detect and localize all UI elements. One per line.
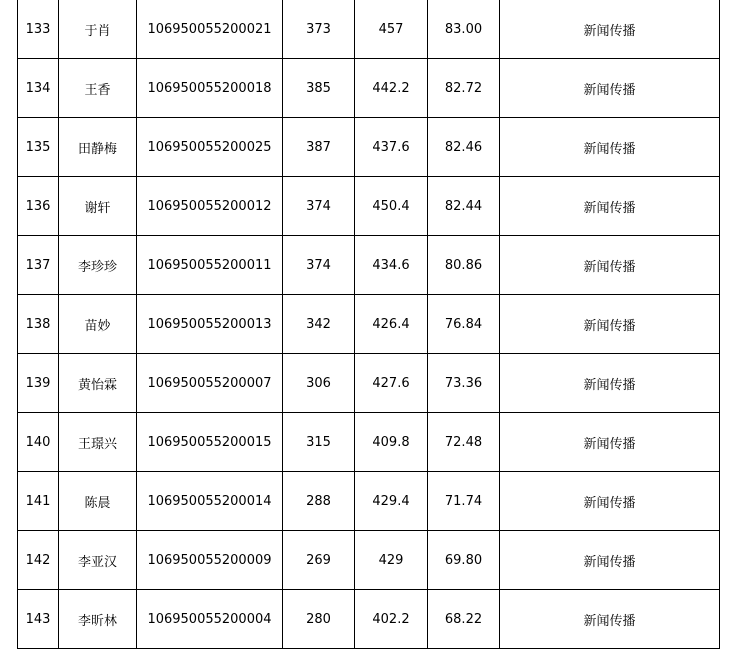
rank-cell: 134 (18, 59, 59, 118)
total-score-cell: 72.48 (428, 413, 500, 472)
table-row (18, 118, 720, 177)
total-score-cell: 69.80 (428, 531, 500, 590)
total-score-cell: 83.00 (428, 0, 500, 59)
candidate-id-cell: 106950055200007 (137, 354, 283, 413)
major-cell: 新闻传播 (500, 59, 720, 118)
major-cell: 新闻传播 (500, 531, 720, 590)
initial-score-cell: 342 (283, 295, 355, 354)
table-row (18, 295, 720, 354)
initial-score-cell: 374 (283, 177, 355, 236)
table-row (18, 59, 720, 118)
major-cell: 新闻传播 (500, 472, 720, 531)
initial-score-cell: 269 (283, 531, 355, 590)
total-score-cell: 76.84 (428, 295, 500, 354)
major-cell: 新闻传播 (500, 413, 720, 472)
second-score-cell: 429 (355, 531, 428, 590)
major-cell: 新闻传播 (500, 118, 720, 177)
initial-score-cell: 315 (283, 413, 355, 472)
name-cell: 李珍珍 (59, 236, 137, 295)
major-cell: 新闻传播 (500, 590, 720, 649)
rank-cell: 133 (18, 0, 59, 59)
table-row (18, 413, 720, 472)
second-score-cell: 427.6 (355, 354, 428, 413)
initial-score-cell: 306 (283, 354, 355, 413)
major-cell: 新闻传播 (500, 295, 720, 354)
second-score-cell: 442.2 (355, 59, 428, 118)
table-row (18, 236, 720, 295)
name-cell: 陈晨 (59, 472, 137, 531)
second-score-cell: 434.6 (355, 236, 428, 295)
initial-score-cell: 374 (283, 236, 355, 295)
second-score-cell: 450.4 (355, 177, 428, 236)
candidate-id-cell: 106950055200025 (137, 118, 283, 177)
candidate-id-cell: 106950055200015 (137, 413, 283, 472)
candidate-id-cell: 106950055200014 (137, 472, 283, 531)
total-score-cell: 73.36 (428, 354, 500, 413)
second-score-cell: 426.4 (355, 295, 428, 354)
candidate-id-cell: 106950055200012 (137, 177, 283, 236)
rank-cell: 143 (18, 590, 59, 649)
name-cell: 王香 (59, 59, 137, 118)
major-cell: 新闻传播 (500, 0, 720, 59)
initial-score-cell: 280 (283, 590, 355, 649)
name-cell: 苗妙 (59, 295, 137, 354)
table-row (18, 590, 720, 649)
total-score-cell: 68.22 (428, 590, 500, 649)
total-score-cell: 71.74 (428, 472, 500, 531)
total-score-cell: 82.72 (428, 59, 500, 118)
table-row (18, 177, 720, 236)
table-row (18, 0, 720, 59)
major-cell: 新闻传播 (500, 236, 720, 295)
initial-score-cell: 385 (283, 59, 355, 118)
table-row (18, 354, 720, 413)
second-score-cell: 437.6 (355, 118, 428, 177)
second-score-cell: 402.2 (355, 590, 428, 649)
rank-cell: 139 (18, 354, 59, 413)
name-cell: 于肖 (59, 0, 137, 59)
candidate-id-cell: 106950055200021 (137, 0, 283, 59)
rank-cell: 137 (18, 236, 59, 295)
name-cell: 王璟兴 (59, 413, 137, 472)
rank-cell: 140 (18, 413, 59, 472)
candidate-id-cell: 106950055200018 (137, 59, 283, 118)
major-cell: 新闻传播 (500, 177, 720, 236)
candidate-id-cell: 106950055200011 (137, 236, 283, 295)
candidate-id-cell: 106950055200013 (137, 295, 283, 354)
major-cell: 新闻传播 (500, 354, 720, 413)
rank-cell: 142 (18, 531, 59, 590)
candidate-id-cell: 106950055200009 (137, 531, 283, 590)
name-cell: 田静梅 (59, 118, 137, 177)
table-row (18, 531, 720, 590)
second-score-cell: 457 (355, 0, 428, 59)
name-cell: 黄怡霖 (59, 354, 137, 413)
name-cell: 谢轩 (59, 177, 137, 236)
second-score-cell: 409.8 (355, 413, 428, 472)
rank-cell: 138 (18, 295, 59, 354)
initial-score-cell: 387 (283, 118, 355, 177)
score-table (17, 0, 720, 649)
rank-cell: 136 (18, 177, 59, 236)
name-cell: 李亚汉 (59, 531, 137, 590)
score-table-body (18, 0, 720, 649)
rank-cell: 141 (18, 472, 59, 531)
total-score-cell: 82.44 (428, 177, 500, 236)
name-cell: 李昕林 (59, 590, 137, 649)
rank-cell: 135 (18, 118, 59, 177)
initial-score-cell: 288 (283, 472, 355, 531)
second-score-cell: 429.4 (355, 472, 428, 531)
total-score-cell: 80.86 (428, 236, 500, 295)
candidate-id-cell: 106950055200004 (137, 590, 283, 649)
total-score-cell: 82.46 (428, 118, 500, 177)
table-row (18, 472, 720, 531)
initial-score-cell: 373 (283, 0, 355, 59)
